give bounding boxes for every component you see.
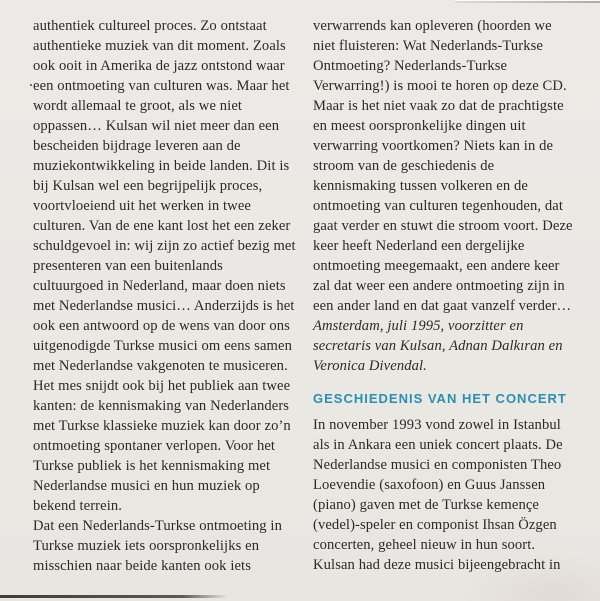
text-line: kennismaking tussen volkeren en de <box>313 178 528 194</box>
text-line: bekend terrein. <box>33 498 123 514</box>
text-line: concerten, geheel nieuw in hun soort. <box>313 537 536 553</box>
text-line: ontmoeting spontaner verlopen. Voor het <box>33 438 276 454</box>
text-line: verwarrends kan opleveren (hoorden we <box>313 18 552 34</box>
text-line: presenteren van een buitenlands <box>33 258 223 274</box>
left-text-column <box>33 16 299 576</box>
text-line: Verwarring!) is mooi te horen op deze CD. <box>313 78 567 94</box>
text-line: kanten: de kennismaking van Nederlanders <box>33 398 290 414</box>
text-line: met Turkse klassieke muziek kan door zo’n <box>33 418 291 434</box>
text-line: cultuurgoed in Nederland, maar doen niets <box>33 278 286 294</box>
text-line: wordt allemaal te groot, als we niet <box>33 98 243 114</box>
text-line: secretaris van Kulsan, Adnan Dalkıran en <box>313 338 563 354</box>
text-line: Maar is het niet vaak zo dat de prachtigste <box>313 98 564 114</box>
intro-paragraph <box>313 16 587 316</box>
text-line: In november 1993 vond zowel in Istanbul <box>313 417 561 433</box>
text-line: ontmoeting van culturen tegenhouden, dat <box>313 198 563 214</box>
scan-edge-bottom <box>0 595 228 598</box>
text-line: misschien naar beide kanten ook iets <box>33 558 251 574</box>
text-line: uitgenodigde Turkse musici om eens samen <box>33 338 292 354</box>
text-line: ook ooit in Amerika de jazz ontstond waar <box>33 58 285 74</box>
text-line: Turkse muziek iets oorspronkelijks en <box>33 538 260 554</box>
text-line: niet fluisteren: Wat Nederlands-Turkse <box>313 38 543 54</box>
text-line: Nederlandse musici en componisten Theo <box>313 457 562 473</box>
text-line: keer heeft Nederland een dergelijke <box>313 238 525 254</box>
text-line: Amsterdam, juli 1995, voorzitter en <box>313 318 524 334</box>
text-line: Dat een Nederlands-Turkse ontmoeting in <box>33 518 282 534</box>
text-line: een ontmoeting van culturen was. Maar het <box>33 78 290 94</box>
text-line: muziekontwikkeling in beide landen. Dit is <box>33 158 290 174</box>
text-line: Kulsan had deze musici bijeengebracht in <box>313 557 561 573</box>
right-text-column <box>313 16 587 575</box>
text-line: Loevendie (saxofoon) en Guus Janssen <box>313 477 546 493</box>
text-line: (vedel)-speler en componist Ihsan Özgen <box>313 517 557 533</box>
text-line: bij Kulsan wel een begrijpelijk proces, <box>33 178 263 194</box>
text-line: authentieke muziek van dit moment. Zoals <box>33 38 286 54</box>
text-line: Ontmoeting? Nederlands-Turkse <box>313 58 508 74</box>
text-line: een ander land en dat gaat vanzelf verder… <box>313 298 572 314</box>
section-heading: GESCHIEDENIS VAN HET CONCERT <box>313 391 567 406</box>
text-line: oppassen… Kulsan wil niet meer dan een <box>33 118 280 134</box>
text-line: schuldgevoel in: wij zijn zo actief bezig met <box>33 238 296 254</box>
text-line: (piano) gaven met de Turkse kemençe <box>313 497 539 513</box>
text-line: culturen. Van de ene kant lost het een zeker <box>33 218 291 234</box>
text-line: met Nederlandse vakgenoten te musiceren. <box>33 358 288 374</box>
scan-speckle <box>30 84 32 86</box>
text-line: en meest oorspronkelijke dingen uit <box>313 118 526 134</box>
text-line: stroom van de geschiedenis de <box>313 158 495 174</box>
history-paragraph <box>313 415 587 575</box>
text-line: voortvloeiend uit het werken in twee <box>33 198 251 214</box>
text-line: als in Ankara een uniek concert plaats. De <box>313 437 563 453</box>
text-line: bescheiden bijdrage leveren aan de <box>33 138 241 154</box>
text-line: met Nederlandse musici… Anderzijds is het <box>33 298 295 314</box>
scan-edge-top <box>455 1 600 3</box>
text-line: Nederlandse musici en hun muziek op <box>33 478 260 494</box>
text-line: authentiek cultureel proces. Zo ontstaat <box>33 18 267 34</box>
signature-paragraph <box>313 316 587 376</box>
text-line: ook een antwoord op de wens van door ons <box>33 318 290 334</box>
text-line: Het mes snijdt ook bij het publiek aan twee <box>33 378 291 394</box>
text-line: zal dat weer een andere ontmoeting zijn in <box>313 278 565 294</box>
text-line: Veronica Divendal. <box>313 358 427 374</box>
text-line: ontmoeting meegemaakt, een andere keer <box>313 258 560 274</box>
text-line: gaat verder en stuwt die stroom voort. Deze <box>313 218 573 234</box>
text-line: Turkse publiek is het kennismaking met <box>33 458 271 474</box>
text-line: verwarring voortkomen? Niets kan in de <box>313 138 554 154</box>
